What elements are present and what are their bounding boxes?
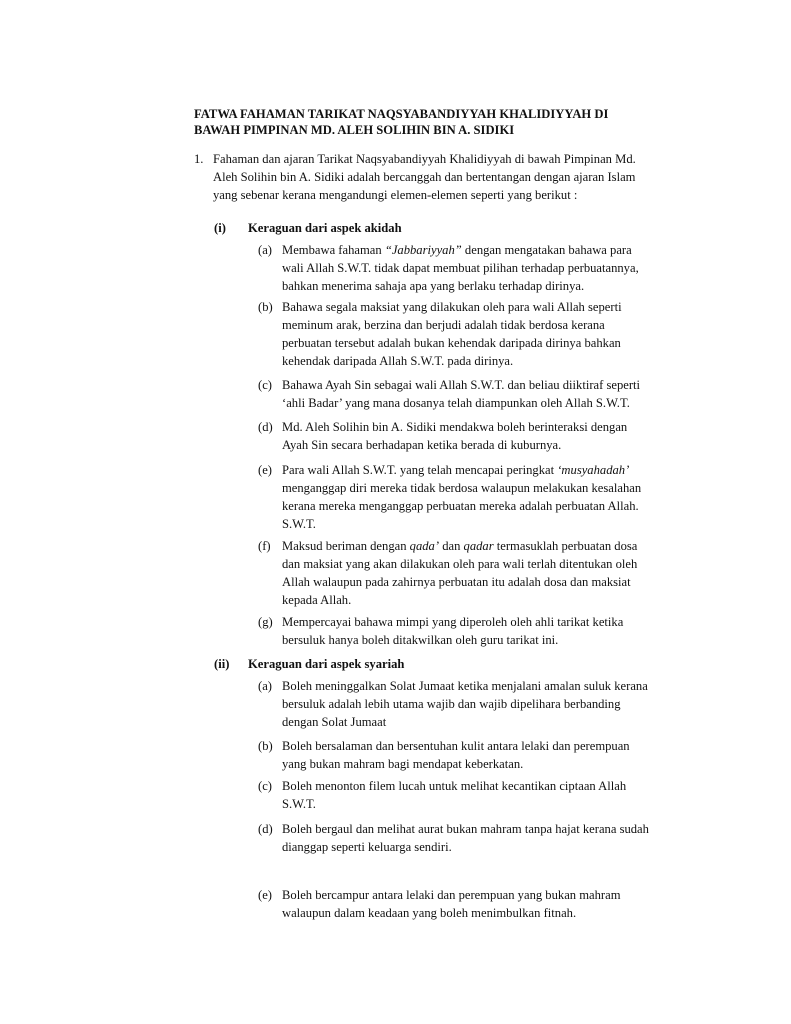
title-line: FATWA FAHAMAN TARIKAT NAQSYABANDIYYAH KHALIDIYYAH DI (194, 107, 609, 121)
list-item-label: (b) (258, 300, 273, 314)
list-item (258, 298, 670, 370)
list-item-label: (a) (258, 243, 272, 257)
list-item-line: S.W.T. (282, 517, 316, 531)
list-item-label: (c) (258, 378, 272, 392)
list-item-line: walaupun dalam keadaan yang boleh menimbulkan fitnah. (282, 906, 577, 920)
list-item-line: Allah walaupun pada zahirnya perbuatan itu adalah dosa dan maksiat (282, 575, 631, 589)
section-heading (214, 220, 402, 236)
intro-paragraph (194, 150, 674, 204)
intro-number: 1. (194, 152, 204, 166)
list-item-line: Maksud beriman dengan qada’ dan qadar termasuklah perbuatan dosa (282, 539, 638, 553)
list-item-line: yang bukan mahram bagi mendapat keberkatan. (282, 757, 524, 771)
list-item (258, 537, 670, 609)
list-item-line: bahkan menerima sahaja apa yang berlaku terhadap dirinya. (282, 279, 585, 293)
section-label: (ii) (214, 657, 230, 671)
list-item-line: Boleh bergaul dan melihat aurat bukan mahram tanpa hajat kerana sudah (282, 822, 649, 836)
list-item-line: menganggap diri mereka tidak berdosa walaupun melakukan kesalahan (282, 481, 642, 495)
list-item-line: kehendak daripada Allah S.W.T. pada dirinya. (282, 354, 514, 368)
list-item-line: wali Allah S.W.T. tidak dapat membuat pilihan terhadap perbuatannya, (282, 261, 639, 275)
list-item (258, 737, 670, 773)
list-item-line: S.W.T. (282, 797, 316, 811)
list-item-label: (c) (258, 779, 272, 793)
list-item-line: perbuatan tersebut adalah bukan kehendak daripada dirinya bahkan (282, 336, 621, 350)
list-item (258, 376, 670, 412)
list-item (258, 613, 670, 649)
list-item-line: Ayah Sin secara berhadapan ketika berada di kuburnya. (282, 438, 562, 452)
list-item-label: (d) (258, 822, 273, 836)
section-heading (214, 656, 404, 672)
list-item-line: Bahawa segala maksiat yang dilakukan oleh para wali Allah seperti (282, 300, 622, 314)
list-item-line: dianggap seperti keluarga sendiri. (282, 840, 452, 854)
list-item-label: (e) (258, 888, 272, 902)
intro-line: yang sebenar kerana mengandungi elemen-elemen seperti yang berikut : (213, 188, 578, 202)
list-item-line: bersuluk adalah lebih utama wajib dan wajib dipelihara berbanding (282, 697, 621, 711)
intro-line: Aleh Solihin bin A. Sidiki adalah bercanggah dan bertentangan dengan ajaran Islam (213, 170, 636, 184)
list-item-line: Membawa fahaman “Jabbariyyah” dengan mengatakan bahawa para (282, 243, 632, 257)
list-item-line: kerana mereka menganggap perbuatan mereka adalah perbuatan Allah. (282, 499, 639, 513)
list-item-line: Para wali Allah S.W.T. yang telah mencapai peringkat ‘musyahadah’ (282, 463, 630, 477)
list-item (258, 418, 670, 454)
list-item-line: Boleh meninggalkan Solat Jumaat ketika menjalani amalan suluk kerana (282, 679, 648, 693)
list-item (258, 461, 670, 533)
intro-line: Fahaman dan ajaran Tarikat Naqsyabandiyyah Khalidiyyah di bawah Pimpinan Md. (213, 152, 636, 166)
list-item-line: Boleh menonton filem lucah untuk melihat kecantikan ciptaan Allah (282, 779, 627, 793)
section-heading-text: Keraguan dari aspek syariah (248, 657, 405, 671)
list-item-label: (a) (258, 679, 272, 693)
list-item-line: kepada Allah. (282, 593, 352, 607)
list-item-label: (d) (258, 420, 273, 434)
section-heading-text: Keraguan dari aspek akidah (248, 221, 402, 235)
list-item-line: dan maksiat yang akan dilakukan oleh para wali terlah ditentukan oleh (282, 557, 638, 571)
list-item-line: Boleh bercampur antara lelaki dan perempuan yang bukan mahram (282, 888, 621, 902)
list-item-line: Bahawa Ayah Sin sebagai wali Allah S.W.T. dan beliau diiktiraf seperti (282, 378, 641, 392)
list-item-line: meminum arak, berzina dan berjudi adalah tidak berdosa kerana (282, 318, 605, 332)
list-item-label: (f) (258, 539, 271, 553)
list-item (258, 886, 670, 922)
list-item-line: Mempercayai bahawa mimpi yang diperoleh oleh ahli tarikat ketika (282, 615, 624, 629)
list-item-line: dengan Solat Jumaat (282, 715, 387, 729)
list-item-label: (g) (258, 615, 273, 629)
list-item (258, 677, 670, 731)
document-title (194, 106, 664, 138)
list-item (258, 241, 670, 295)
title-line: BAWAH PIMPINAN MD. ALEH SOLIHIN BIN A. SIDIKI (194, 123, 515, 137)
list-item-label: (b) (258, 739, 273, 753)
list-item-line: Md. Aleh Solihin bin A. Sidiki mendakwa boleh berinteraksi dengan (282, 420, 628, 434)
list-item-line: ‘ahli Badar’ yang mana dosanya telah diampunkan oleh Allah S.W.T. (282, 396, 630, 410)
list-item-line: Boleh bersalaman dan bersentuhan kulit antara lelaki dan perempuan (282, 739, 630, 753)
section-label: (i) (214, 221, 226, 235)
list-item-line: bersuluk hanya boleh ditakwilkan oleh guru tarikat ini. (282, 633, 559, 647)
list-item (258, 777, 670, 813)
list-item (258, 820, 670, 856)
list-item-label: (e) (258, 463, 272, 477)
